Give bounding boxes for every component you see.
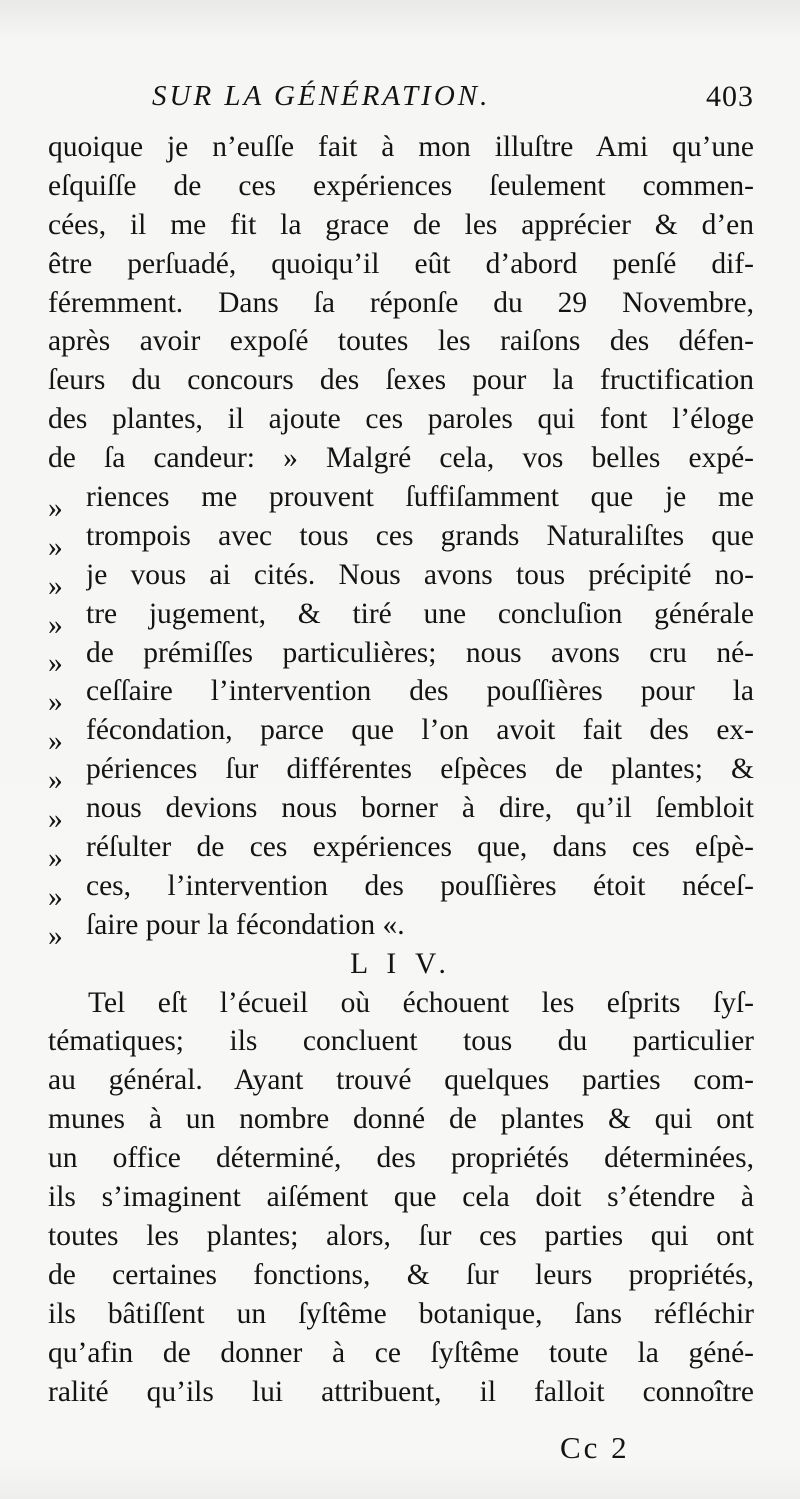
text-line: ils bâtiſſent un ſyſtême botanique, ſans réfléchir [48, 1297, 754, 1330]
guillemet-mark: » [48, 803, 63, 829]
guillemet-mark: » [48, 764, 63, 790]
quoted-line-text: réſulter de ces expériences que, dans ces eſpè- [86, 831, 754, 864]
text-line: cées, il me fit la grace de les apprécier & d’en [48, 208, 754, 241]
paragraph-2 [48, 984, 754, 1412]
text-line: de ſa candeur: » Malgré cela, vos belles expé- [48, 442, 754, 475]
guillemet-mark: » [48, 841, 63, 867]
guillemet-mark: » [48, 608, 63, 634]
section-heading: L I V. [350, 947, 452, 980]
text-line: munes à un nombre donné de plantes & qui ont [48, 1103, 754, 1136]
quoted-line [48, 789, 754, 828]
page-header [48, 80, 754, 120]
text-line: de certaines fonctions, & ſur leurs propriétés, [48, 1258, 754, 1291]
quoted-line [48, 711, 754, 750]
guillemet-mark: » [48, 569, 63, 595]
guillemet-mark: » [48, 530, 63, 556]
running-head: SUR LA GÉNÉRATION. [152, 80, 491, 112]
quoted-line-text: trompois avec tous ces grands Naturaliſtes que [86, 519, 754, 552]
text-line: après avoir expoſé toutes les raiſons des défen- [48, 325, 754, 358]
quoted-line [48, 867, 754, 906]
quoted-line [48, 517, 754, 556]
text-line: qu’afin de donner à ce ſyſtême toute la géné- [48, 1336, 754, 1369]
page-number: 403 [706, 80, 754, 113]
text-line: ſeurs du concours des ſexes pour la fructification [48, 364, 754, 397]
quoted-line-text: fécondation, parce que l’on avoit fait des ex- [86, 714, 754, 747]
text-line-content: Tel eſt l’écueil où échouent les eſprits ſyſ- [88, 986, 754, 1019]
text-line: toutes les plantes; alors, ſur ces parties qui ont [48, 1219, 754, 1252]
guillemet-mark: » [48, 880, 63, 906]
quoted-line-text: ces, l’intervention des pouſſières étoit néceſ- [86, 869, 754, 902]
quoted-line-text: ceſſaire l’intervention des pouſſières pour la [86, 675, 754, 708]
quoted-line [48, 595, 754, 634]
quoted-line [48, 750, 754, 789]
guillemet-mark: » [48, 686, 63, 712]
text-line: au général. Ayant trouvé quelques parties com- [48, 1064, 754, 1097]
signature-mark: Cc 2 [560, 1430, 630, 1465]
text-line: eſquiſſe de ces expériences ſeulement commen- [48, 169, 754, 202]
body-text [48, 128, 754, 1411]
text-line: un office déterminé, des propriétés déterminées, [48, 1142, 754, 1175]
guillemet-mark: » [48, 491, 63, 517]
quoted-line-text: de prémiſſes particulières; nous avons cru né- [86, 636, 754, 669]
text-line: quoique je n’euſſe fait à mon illuſtre Ami qu’une [48, 131, 754, 163]
paragraph-1 [48, 128, 754, 478]
text-line: des plantes, il ajoute ces paroles qui font l’éloge [48, 403, 754, 436]
quoted-line [48, 906, 754, 945]
quoted-line-text: je vous ai cités. Nous avons tous précipité no- [86, 558, 754, 591]
text-line [48, 984, 754, 1023]
quoted-line [48, 556, 754, 595]
guillemet-mark: » [48, 725, 63, 751]
quoted-line-text: périences ſur différentes eſpèces de plantes; & [86, 753, 754, 786]
quoted-line [48, 478, 754, 517]
text-line: être perſuadé, quoiqu’il eût d’abord penſé dif- [48, 247, 754, 280]
quoted-line-text: nous devions nous borner à dire, qu’il ſembloit [86, 792, 754, 825]
quoted-line [48, 634, 754, 673]
guillemet-mark: » [48, 919, 63, 945]
quoted-passage [48, 478, 754, 945]
quoted-line-text: ſaire pour la fécondation «. [86, 908, 405, 941]
text-line: ralité qu’ils lui attribuent, il falloit connoître [48, 1375, 754, 1408]
text-line: tématiques; ils concluent tous du particulier [48, 1025, 754, 1058]
quoted-line [48, 828, 754, 867]
quoted-line-text: tre jugement, & tiré une concluſion générale [86, 597, 754, 630]
text-line: féremment. Dans ſa réponſe du 29 Novembre, [48, 286, 754, 319]
guillemet-mark: » [48, 647, 63, 673]
text-line: ils s’imaginent aiſément que cela doit s’étendre à [48, 1181, 754, 1214]
quoted-line-text: riences me prouvent ſuffiſamment que je me [86, 481, 754, 514]
quoted-line [48, 672, 754, 711]
